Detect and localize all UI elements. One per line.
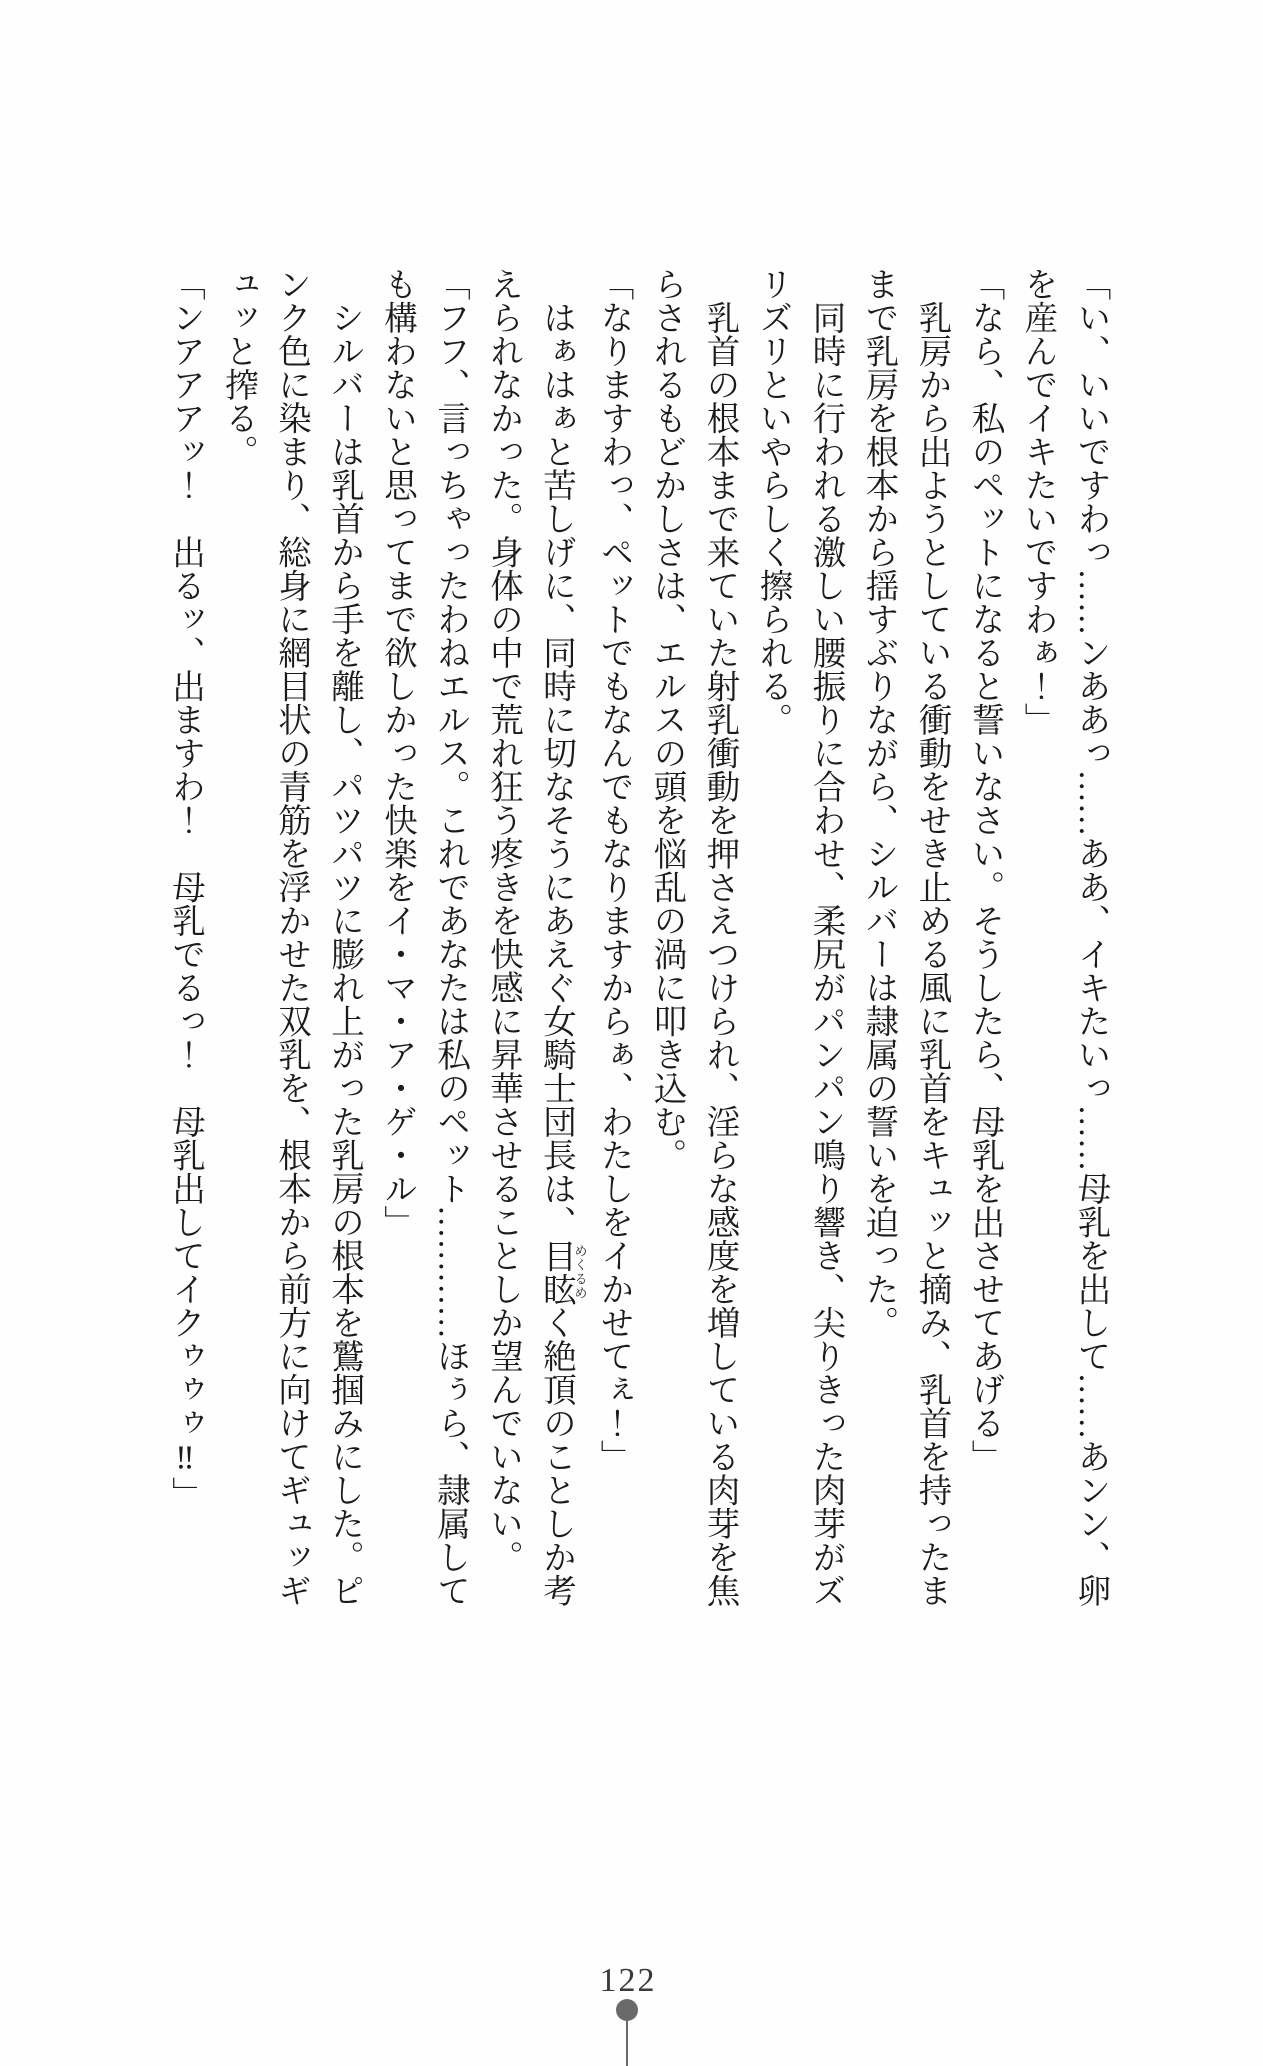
paragraph: シルバーは乳首から手を離し、パツパツに膨れ上がった乳房の根本を鷲掴みにした。ピンク色に染まり、総身に網目状の青筋を浮かせた双乳を、根本から前方に向けてギュッギュッと搾る。 xyxy=(219,267,363,1607)
page-number: 122 xyxy=(599,1962,657,1999)
footer-line-ornament xyxy=(626,2018,628,2066)
paragraph: 「ンアアアッ！ 出るッ、出ますわ！ 母乳でるっ！ 母乳出してイクゥゥゥ‼」 xyxy=(166,267,204,1510)
paragraph: 乳首の根本まで来ていた射乳衝動を押さえつけられ、淫らな感度を増している肉芽を焦らされるもどかしさは、エルスの頭を悩乱の渦に叩き込む。 xyxy=(648,267,738,1607)
paragraph: 「い、いいですわっ……ンああっ……ああ、イキたいっ……母乳を出して……あンン、卵を産んでイキたいですわぁ！」 xyxy=(1019,267,1109,1607)
furigana-ruby: 目眩めくるめ xyxy=(537,1238,588,1306)
paragraph: はぁはぁと苦しげに、同時に切なそうにあえぐ女騎士団長は、目眩めくるめく絶頂のことしか考えられなかった。身体の中で荒れ狂う疼きを快感に昇華させることしか望んでいない。 xyxy=(484,267,588,1607)
paragraph: 「なりますわっ、ペットでもなんでもなりますからぁ、わたしをイかせてぇ！」 xyxy=(595,267,632,1473)
paragraph: 同時に行われる激しい腰振りに合わせ、柔尻がパンパン鳴り響き、尖りきった肉芽がズリズリといやらしく擦られる。 xyxy=(754,267,844,1607)
paragraph: 「フフ、言っちゃったわねエルス。これであなたは私のペット…………ほぅら、隷属しても構わないと思ってまで欲しかった快楽をイ・マ・ア・ゲ・ル」 xyxy=(378,267,469,1607)
paragraph: 「なら、私のペットになると誓いなさい。そうしたら、母乳を出させてあげる」 xyxy=(966,267,1003,1473)
paragraph: 乳房から出ようとしている衝動をせき止める風に乳首をキュッと摘み、乳首を持ったままで乳房を根本から揺すぶりながら、シルバーは隷属の誓いを迫った。 xyxy=(860,267,950,1607)
vertical-text-block xyxy=(159,267,1118,1607)
